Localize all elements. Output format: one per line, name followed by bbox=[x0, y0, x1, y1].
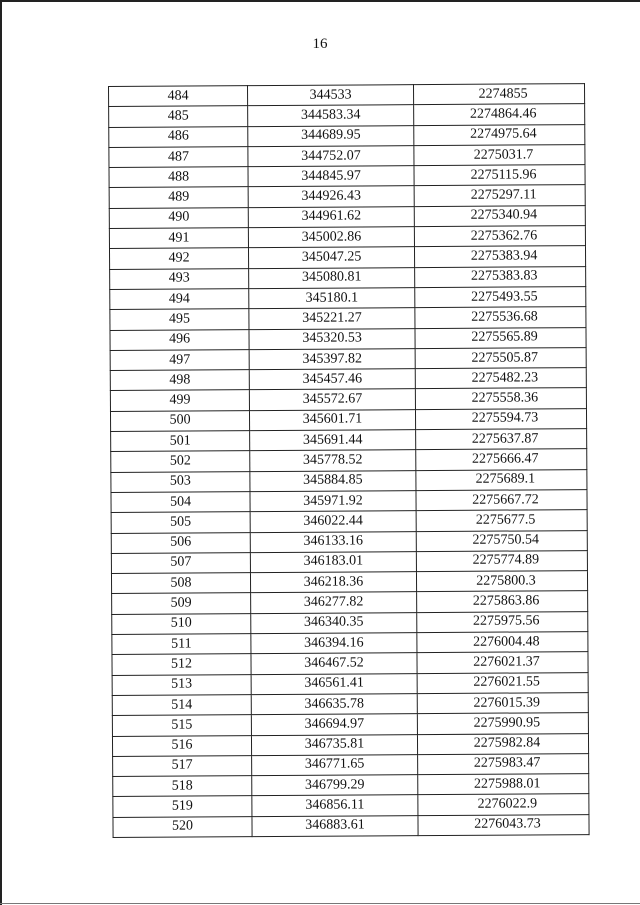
page-number: 16 bbox=[312, 36, 328, 52]
table-row bbox=[111, 550, 587, 573]
x-coordinate-cell: 344961.62 bbox=[248, 206, 414, 227]
point-number-cell: 496 bbox=[110, 329, 249, 350]
x-coordinate-cell: 346771.65 bbox=[252, 754, 418, 775]
x-coordinate-cell: 345691.44 bbox=[250, 430, 416, 451]
table-row bbox=[109, 226, 585, 249]
x-coordinate-cell: 346183.01 bbox=[250, 551, 416, 572]
x-coordinate-cell: 346277.82 bbox=[251, 592, 417, 613]
x-coordinate-cell: 346133.16 bbox=[250, 531, 416, 552]
x-coordinate-cell: 346883.61 bbox=[252, 815, 418, 836]
point-number-cell: 502 bbox=[111, 451, 250, 472]
x-coordinate-cell: 345320.53 bbox=[249, 328, 415, 349]
point-number-cell: 503 bbox=[111, 471, 250, 492]
table-row bbox=[112, 591, 588, 614]
table-row bbox=[110, 388, 586, 411]
point-number-cell: 520 bbox=[113, 816, 252, 837]
coordinates-table-container bbox=[108, 83, 589, 838]
x-coordinate-cell: 344533 bbox=[248, 85, 414, 106]
table-row bbox=[110, 327, 586, 350]
table-row bbox=[111, 530, 587, 553]
table-row bbox=[111, 449, 587, 472]
table-row bbox=[113, 774, 589, 797]
y-coordinate-cell: 2275975.56 bbox=[417, 611, 588, 632]
table-row bbox=[109, 104, 585, 127]
x-coordinate-cell: 346022.44 bbox=[250, 511, 416, 532]
x-coordinate-cell: 346561.41 bbox=[251, 673, 417, 694]
x-coordinate-cell: 345180.1 bbox=[249, 288, 415, 309]
table-row bbox=[111, 429, 587, 452]
table-row bbox=[109, 246, 585, 269]
point-number-cell: 511 bbox=[112, 634, 251, 655]
point-number-cell: 499 bbox=[110, 390, 249, 411]
table-row bbox=[110, 368, 586, 391]
point-number-cell: 495 bbox=[110, 309, 249, 330]
x-coordinate-cell: 345457.46 bbox=[249, 369, 415, 390]
x-coordinate-cell: 344845.97 bbox=[248, 166, 414, 187]
point-number-cell: 515 bbox=[112, 715, 251, 736]
table-row bbox=[110, 287, 586, 310]
y-coordinate-cell: 2276021.37 bbox=[417, 652, 588, 673]
point-number-cell: 513 bbox=[112, 674, 251, 695]
point-number-cell: 494 bbox=[110, 289, 249, 310]
point-number-cell: 504 bbox=[111, 492, 250, 513]
point-number-cell: 517 bbox=[113, 755, 252, 776]
x-coordinate-cell: 345221.27 bbox=[249, 308, 415, 329]
y-coordinate-cell: 2275362.76 bbox=[414, 226, 585, 247]
y-coordinate-cell: 2275982.84 bbox=[417, 733, 588, 754]
table-row bbox=[110, 266, 586, 289]
x-coordinate-cell: 345601.71 bbox=[249, 409, 415, 430]
y-coordinate-cell: 2275565.89 bbox=[415, 327, 586, 348]
point-number-cell: 492 bbox=[109, 248, 248, 269]
point-number-cell: 491 bbox=[109, 228, 248, 249]
y-coordinate-cell: 2275677.5 bbox=[416, 510, 587, 531]
scan-border-bottom bbox=[0, 903, 640, 904]
x-coordinate-cell: 345080.81 bbox=[249, 267, 415, 288]
x-coordinate-cell: 344926.43 bbox=[248, 186, 414, 207]
point-number-cell: 484 bbox=[109, 86, 248, 107]
y-coordinate-cell: 2275115.96 bbox=[414, 165, 585, 186]
y-coordinate-cell: 2276004.48 bbox=[417, 632, 588, 653]
table-row bbox=[112, 713, 588, 736]
x-coordinate-cell: 346856.11 bbox=[252, 795, 418, 816]
y-coordinate-cell: 2275983.47 bbox=[418, 753, 589, 774]
x-coordinate-cell: 346340.35 bbox=[251, 612, 417, 633]
point-number-cell: 501 bbox=[111, 431, 250, 452]
point-number-cell: 516 bbox=[112, 735, 251, 756]
y-coordinate-cell: 2276022.9 bbox=[418, 794, 589, 815]
point-number-cell: 508 bbox=[111, 573, 250, 594]
table-row bbox=[112, 652, 588, 675]
table-row bbox=[111, 510, 587, 533]
y-coordinate-cell: 2274855 bbox=[413, 84, 584, 105]
y-coordinate-cell: 2275558.36 bbox=[415, 388, 586, 409]
x-coordinate-cell: 346218.36 bbox=[250, 572, 416, 593]
point-number-cell: 514 bbox=[112, 695, 251, 716]
y-coordinate-cell: 2275383.83 bbox=[415, 266, 586, 287]
coordinates-table bbox=[108, 83, 590, 838]
x-coordinate-cell: 346694.97 bbox=[251, 714, 417, 735]
x-coordinate-cell: 345002.86 bbox=[248, 227, 414, 248]
y-coordinate-cell: 2275988.01 bbox=[418, 774, 589, 795]
y-coordinate-cell: 2275493.55 bbox=[415, 287, 586, 308]
y-coordinate-cell: 2275594.73 bbox=[415, 408, 586, 429]
table-row bbox=[110, 408, 586, 431]
scan-border-left bbox=[0, 0, 2, 905]
x-coordinate-cell: 346467.52 bbox=[251, 653, 417, 674]
x-coordinate-cell: 345572.67 bbox=[249, 389, 415, 410]
y-coordinate-cell: 2276021.55 bbox=[417, 672, 588, 693]
table-row bbox=[111, 571, 587, 594]
x-coordinate-cell: 344752.07 bbox=[248, 146, 414, 167]
y-coordinate-cell: 2275031.7 bbox=[414, 144, 585, 165]
table-row bbox=[109, 124, 585, 147]
table-row bbox=[109, 165, 585, 188]
point-number-cell: 500 bbox=[110, 410, 249, 431]
x-coordinate-cell: 346735.81 bbox=[251, 734, 417, 755]
point-number-cell: 507 bbox=[111, 552, 250, 573]
table-row bbox=[111, 490, 587, 513]
scan-border-top bbox=[0, 0, 640, 2]
point-number-cell: 493 bbox=[110, 268, 249, 289]
point-number-cell: 509 bbox=[112, 593, 251, 614]
table-row bbox=[109, 84, 585, 107]
y-coordinate-cell: 2275666.47 bbox=[416, 449, 587, 470]
y-coordinate-cell: 2276015.39 bbox=[417, 692, 588, 713]
y-coordinate-cell: 2274864.46 bbox=[414, 104, 585, 125]
y-coordinate-cell: 2275536.68 bbox=[415, 307, 586, 328]
y-coordinate-cell: 2275863.86 bbox=[417, 591, 588, 612]
point-number-cell: 510 bbox=[112, 613, 251, 634]
table-row bbox=[110, 347, 586, 370]
y-coordinate-cell: 2275482.23 bbox=[415, 368, 586, 389]
table-row bbox=[112, 672, 588, 695]
x-coordinate-cell: 344583.34 bbox=[248, 105, 414, 126]
y-coordinate-cell: 2275750.54 bbox=[416, 530, 587, 551]
table-row bbox=[109, 185, 585, 208]
y-coordinate-cell: 2275990.95 bbox=[417, 713, 588, 734]
point-number-cell: 485 bbox=[109, 106, 248, 127]
table-row bbox=[113, 814, 589, 837]
x-coordinate-cell: 344689.95 bbox=[248, 125, 414, 146]
point-number-cell: 490 bbox=[109, 207, 248, 228]
point-number-cell: 518 bbox=[113, 776, 252, 797]
y-coordinate-cell: 2275297.11 bbox=[414, 185, 585, 206]
y-coordinate-cell: 2275667.72 bbox=[416, 490, 587, 511]
x-coordinate-cell: 345778.52 bbox=[250, 450, 416, 471]
x-coordinate-cell: 345397.82 bbox=[249, 348, 415, 369]
point-number-cell: 506 bbox=[111, 532, 250, 553]
table-row bbox=[109, 144, 585, 167]
point-number-cell: 505 bbox=[111, 512, 250, 533]
y-coordinate-cell: 2275689.1 bbox=[416, 469, 587, 490]
table-row bbox=[112, 632, 588, 655]
y-coordinate-cell: 2275383.94 bbox=[414, 246, 585, 267]
table-row bbox=[110, 307, 586, 330]
point-number-cell: 519 bbox=[113, 796, 252, 817]
point-number-cell: 497 bbox=[110, 350, 249, 371]
x-coordinate-cell: 345971.92 bbox=[250, 491, 416, 512]
point-number-cell: 486 bbox=[109, 126, 248, 147]
point-number-cell: 488 bbox=[109, 167, 248, 188]
x-coordinate-cell: 346635.78 bbox=[251, 694, 417, 715]
y-coordinate-cell: 2275800.3 bbox=[416, 571, 587, 592]
point-number-cell: 487 bbox=[109, 147, 248, 168]
x-coordinate-cell: 345884.85 bbox=[250, 470, 416, 491]
y-coordinate-cell: 2275774.89 bbox=[416, 550, 587, 571]
coordinates-table-body bbox=[109, 84, 590, 838]
point-number-cell: 498 bbox=[110, 370, 249, 391]
y-coordinate-cell: 2275505.87 bbox=[415, 347, 586, 368]
point-number-cell: 512 bbox=[112, 654, 251, 675]
y-coordinate-cell: 2275637.87 bbox=[416, 429, 587, 450]
table-row bbox=[113, 753, 589, 776]
table-row bbox=[111, 469, 587, 492]
table-row bbox=[112, 611, 588, 634]
table-row bbox=[112, 692, 588, 715]
y-coordinate-cell: 2276043.73 bbox=[418, 814, 589, 835]
table-row bbox=[113, 794, 589, 817]
y-coordinate-cell: 2275340.94 bbox=[414, 205, 585, 226]
table-row bbox=[112, 733, 588, 756]
point-number-cell: 489 bbox=[109, 187, 248, 208]
x-coordinate-cell: 346394.16 bbox=[251, 633, 417, 654]
x-coordinate-cell: 345047.25 bbox=[248, 247, 414, 268]
x-coordinate-cell: 346799.29 bbox=[252, 775, 418, 796]
y-coordinate-cell: 2274975.64 bbox=[414, 124, 585, 145]
table-row bbox=[109, 205, 585, 228]
